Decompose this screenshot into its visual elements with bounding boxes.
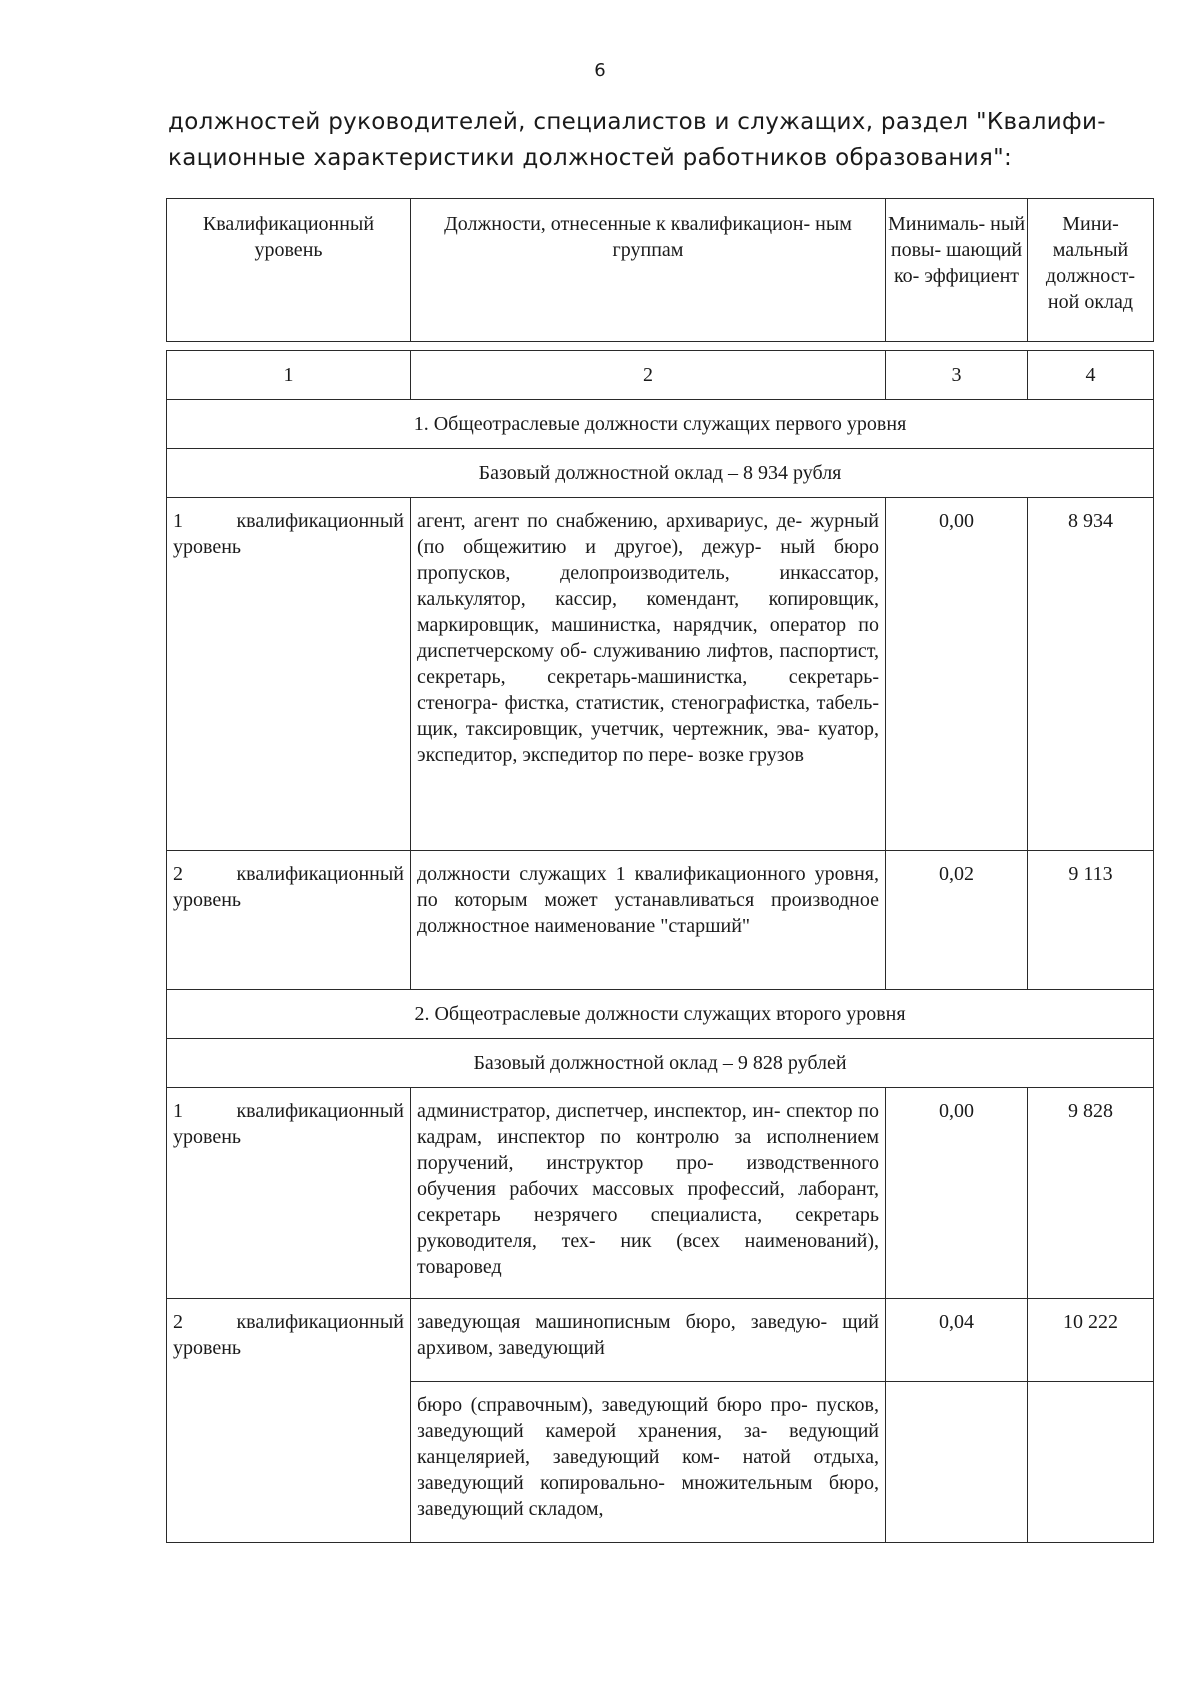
salary: 9 828 [1028, 1088, 1154, 1299]
salary-table [166, 350, 1154, 1543]
column-number: 4 [1028, 351, 1154, 400]
positions-continuation: бюро (справочным), заведующий бюро про- пусков, заведующий камерой хранения, за- ведующий канцелярией, заведующий ком- натой отдыха, заведующий копировально- множительным бюро, заведующий складом, [411, 1382, 886, 1543]
empty-cell [1028, 1382, 1154, 1543]
section-title-row [167, 400, 1154, 449]
base-salary-row [167, 449, 1154, 498]
base-salary: Базовый должностной оклад – 9 828 рублей [167, 1039, 1154, 1088]
coefficient: 0,00 [886, 498, 1028, 851]
empty-cell [886, 1382, 1028, 1543]
header-positions: Должности, отнесенные к квалификацион- ным группам [411, 199, 886, 342]
intro-text [168, 104, 1118, 176]
coefficient: 0,00 [886, 1088, 1028, 1299]
section-title: 1. Общеотраслевые должности служащих первого уровня [167, 400, 1154, 449]
base-salary: Базовый должностной оклад – 8 934 рубля [167, 449, 1154, 498]
table-row [167, 1299, 1154, 1382]
qualification-level: 1 квалификационный уровень [167, 498, 411, 851]
table-row [167, 851, 1154, 990]
positions-list: должности служащих 1 квалификационного уровня, по которым может устанавливаться производное должностное наименование "старший" [411, 851, 886, 990]
section-title: 2. Общеотраслевые должности служащих второго уровня [167, 990, 1154, 1039]
column-number: 2 [411, 351, 886, 400]
page-number: 6 [594, 60, 606, 81]
header-table [166, 198, 1154, 342]
positions-list: агент, агент по снабжению, архивариус, де- журный (по общежитию и другое), дежур- ный бюро пропусков, делопроизводитель, инкассатор, калькулятор, кассир, комендант, копировщик, маркировщик, машинистка, нарядчик, оператор по диспетчерскому об- служиванию лифтов, паспортист, секретарь, секретарь-машинистка, секретарь-стеногра- фистка, статистик, стенографистка, табель- щик, таксировщик, учетчик, чертежник, эва- куатор, экспедитор, экспедитор по пере- возке грузов [411, 498, 886, 851]
header-level: Квалификационный уровень [167, 199, 411, 342]
qualification-level: 2 квалификационный уровень [167, 851, 411, 990]
column-number-row [167, 351, 1154, 400]
coefficient: 0,04 [886, 1299, 1028, 1382]
salary: 9 113 [1028, 851, 1154, 990]
column-number: 1 [167, 351, 411, 400]
coefficient: 0,02 [886, 851, 1028, 990]
qualification-level: 1 квалификационный уровень [167, 1088, 411, 1299]
header-row [167, 199, 1154, 342]
base-salary-row [167, 1039, 1154, 1088]
table-row [167, 498, 1154, 851]
qualification-level: 2 квалификационный уровень [167, 1299, 411, 1543]
header-salary: Мини- мальный должност- ной оклад [1028, 199, 1154, 342]
column-number: 3 [886, 351, 1028, 400]
positions-list: администратор, диспетчер, инспектор, ин- спектор по кадрам, инспектор по контролю за исполнением поручений, инструктор про- изводственного обучения рабочих массовых профессий, лаборант, секретарь незрячего специалиста, секретарь руководителя, тех- ник (всех наименований), товаровед [411, 1088, 886, 1299]
table-row [167, 1088, 1154, 1299]
salary: 10 222 [1028, 1299, 1154, 1382]
header-coefficient: Минималь- ный повы- шающий ко- эффициент [886, 199, 1028, 342]
salary: 8 934 [1028, 498, 1154, 851]
section-title-row [167, 990, 1154, 1039]
positions-list: заведующая машинописным бюро, заведую- щий архивом, заведующий [411, 1299, 886, 1382]
intro-line-1: должностей руководителей, специалистов и служащих, раздел "Квалифи- [168, 109, 1106, 135]
intro-line-2: кационные характеристики должностей работников образования": [168, 145, 1013, 171]
